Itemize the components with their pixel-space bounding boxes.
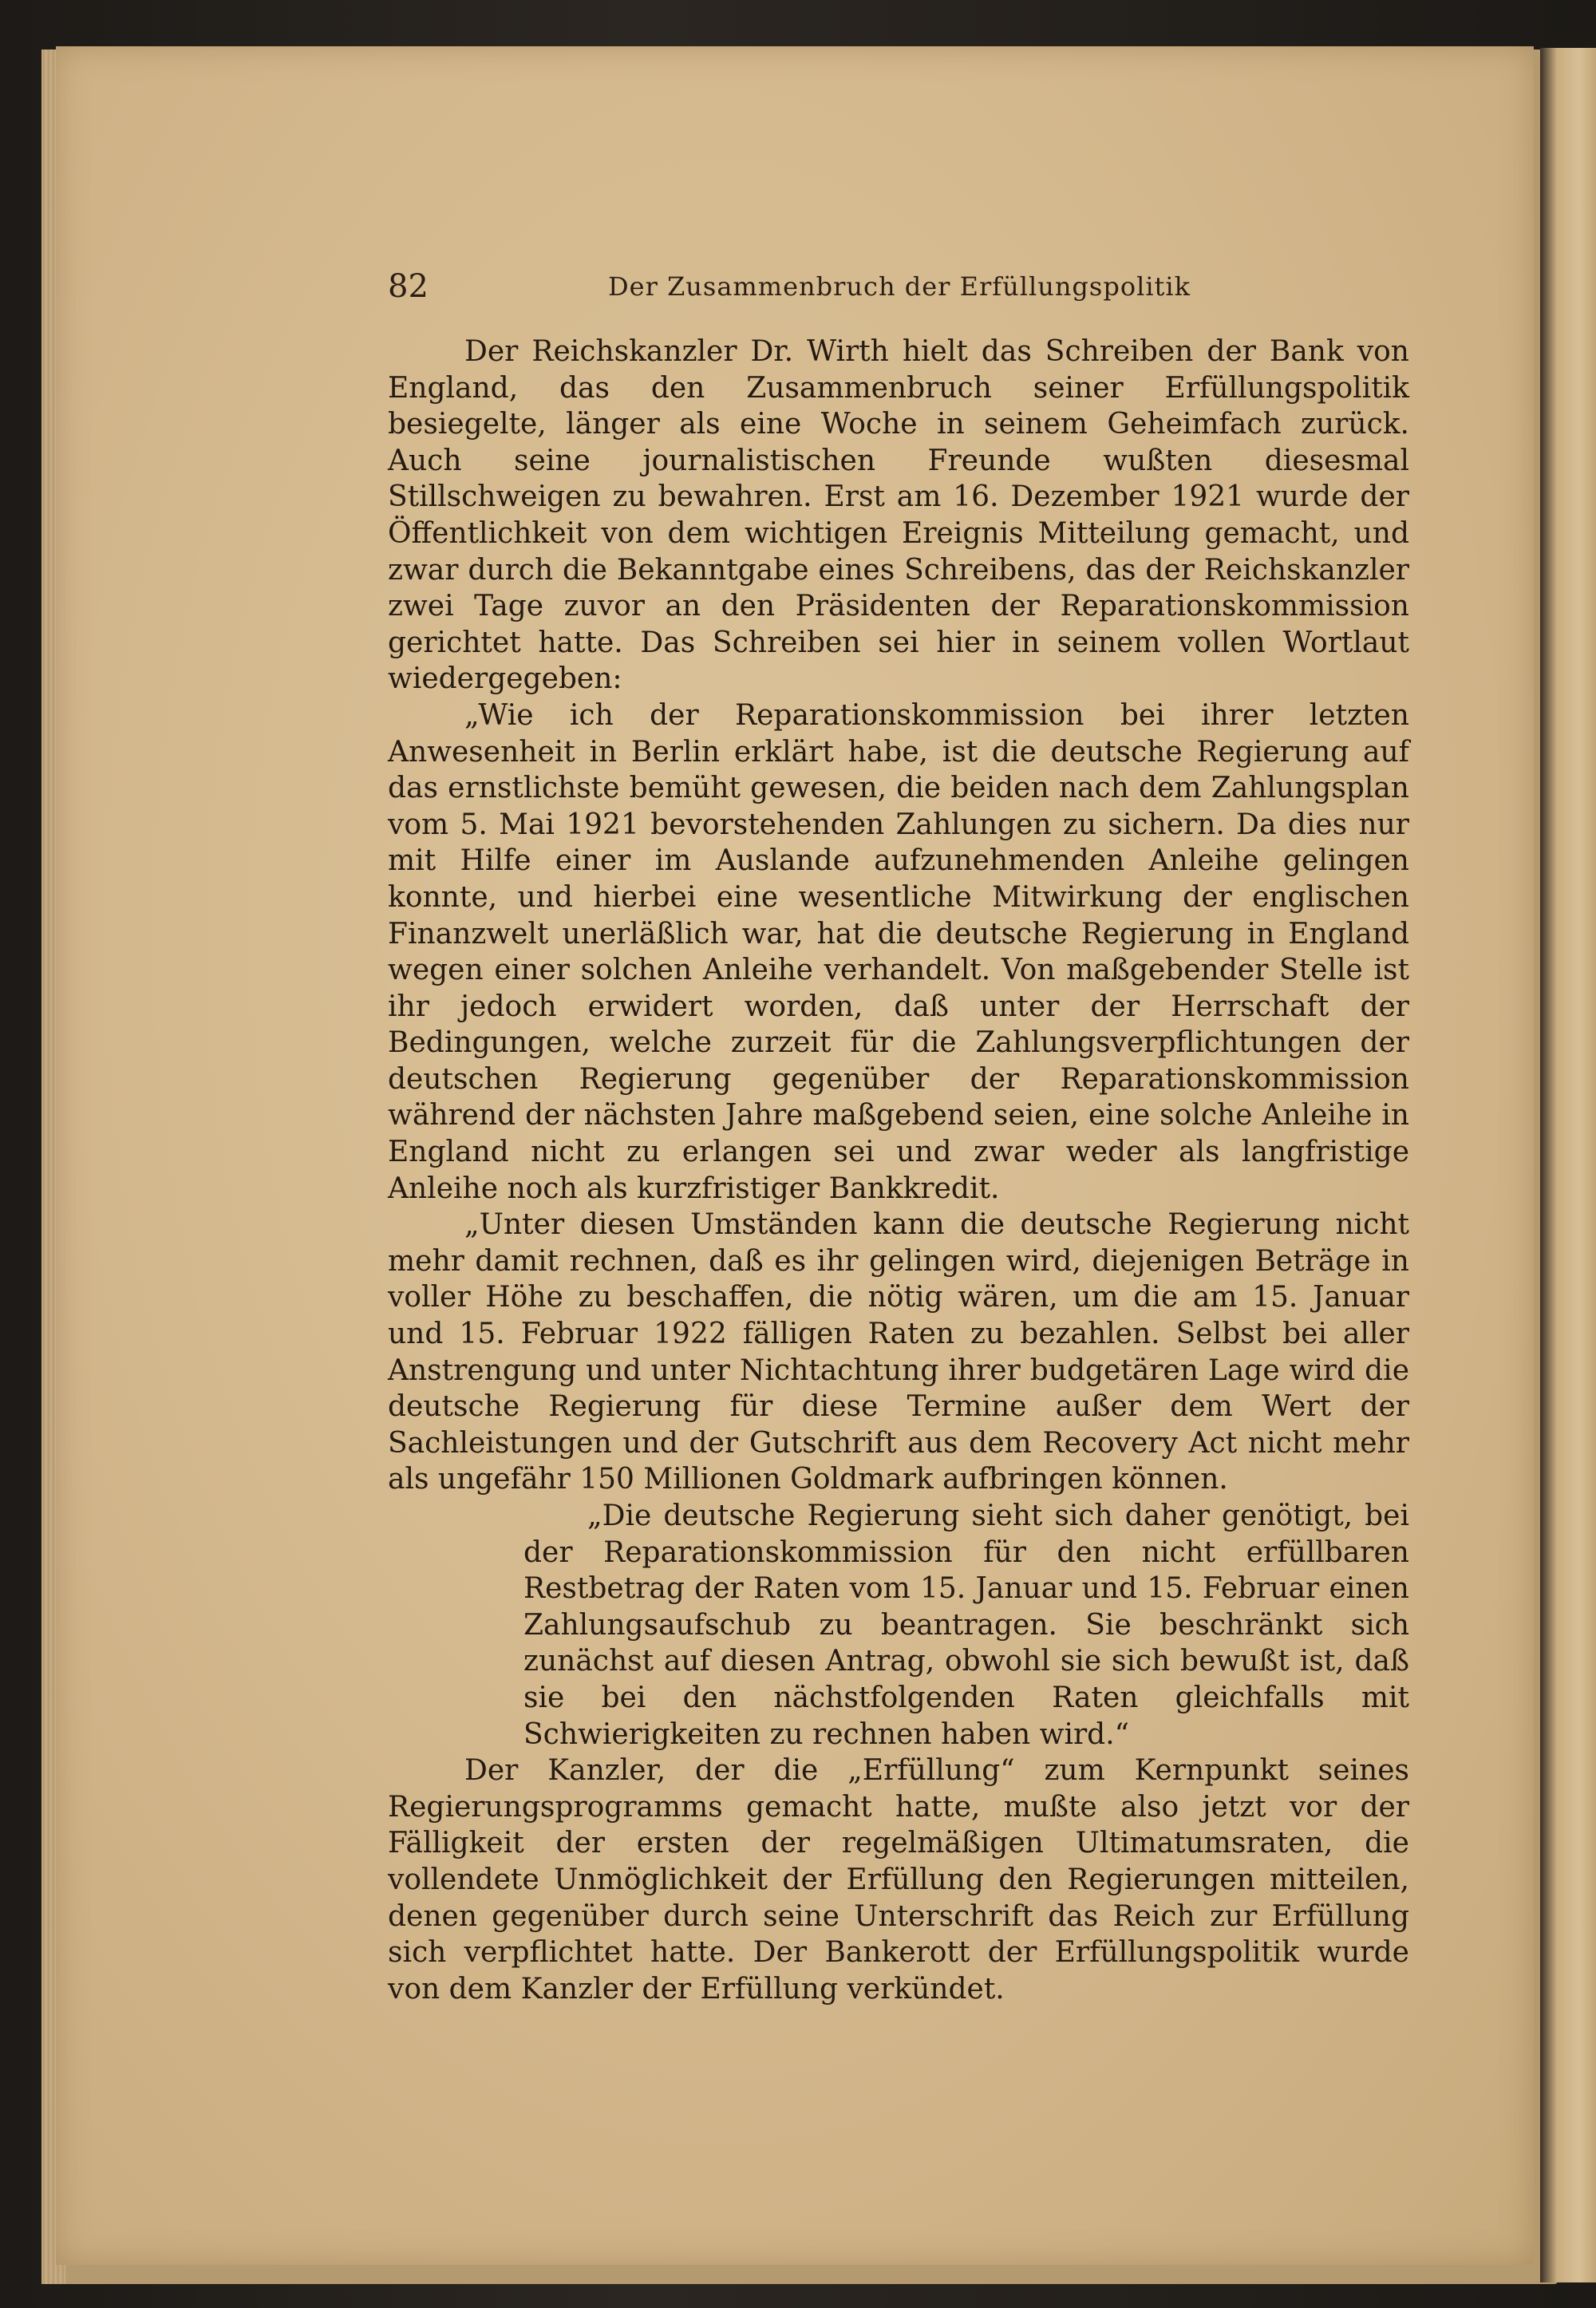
paragraph-quote-1: „Wie ich der Reparationskommission bei ihrer letzten Anwesenheit in Berlin erklärt habe, ist die deutsche Regierung auf das ernstlichste bemüht gewesen, die beiden nach dem Zahlungsplan vom 5. Mai 1921 bevorstehenden Zahlungen zu sichern. Da dies nur mit Hilfe einer im Auslande aufzunehmenden Anleihe gelingen konnte, und hierbei eine wesentliche Mitwirkung der englischen Finanzwelt unerläßlich war, hat die deutsche Regierung in England wegen einer solchen Anleihe verhandelt. Von maßgebender Stelle ist ihr jedoch erwidert worden, daß unter der Herrschaft der Bedingungen, welche zurzeit für die Zahlungsverpflichtungen der deutschen Regierung gegenüber der Reparationskommission während der nächsten Jahre maßgebend seien, eine solche Anleihe in England nicht zu erlangen sei und zwar weder als langfristige Anleihe noch als kurzfristiger Bankkredit.: [388, 698, 1409, 1205]
paragraph-conclusion: Der Kanzler, der die „Erfüllung“ zum Kernpunkt seines Regierungsprogramms gemacht hatte, mußte also jetzt vor der Fälligkeit der ersten der regelmäßigen Ultimatumsraten, die vollendete Unmöglichkeit der Erfüllung den Regierungen mitteilen, denen gegenüber durch seine Unterschrift das Reich zur Erfüllung sich verpflichtet hatte. Der Bankerott der Erfüllungspolitik wurde von dem Kanzler der Erfüllung verkündet.: [388, 1754, 1409, 2006]
running-head: [388, 268, 1409, 308]
paragraph-intro: Der Reichskanzler Dr. Wirth hielt das Schreiben der Bank von England, das den Zusammenbruch seiner Erfüllungspolitik besiegelte, länger als eine Woche in seinem Geheimfach zurück. Auch seine journalistischen Freunde wußten diesesmal Stillschweigen zu bewahren. Erst am 16. Dezember 1921 wurde der Öffentlichkeit von dem wichtigen Ereignis Mitteilung gemacht, und zwar durch die Bekanntgabe eines Schreibens, das der Reichskanzler zwei Tage zuvor an den Präsidenten der Reparationskommission gerichtet hatte. Das Schreiben sei hier in seinem vollen Wortlaut wiedergegeben:: [388, 335, 1409, 696]
facing-page-edge: [1540, 48, 1596, 2282]
paragraph-quote-2: „Unter diesen Umständen kann die deutsche Regierung nicht mehr damit rechnen, daß es ihr gelingen wird, diejenigen Beträge in voller Höhe zu beschaffen, die nötig wären, um die am 15. Januar und 15. Februar 1922 fälligen Raten zu bezahlen. Selbst bei aller Anstrengung und unter Nichtachtung ihrer budgetären Lage wird die deutsche Regierung für diese Termine außer dem Wert der Sachleistungen und der Gutschrift aus dem Recovery Act nicht mehr als ungefähr 150 Millionen Goldmark aufbringen können.: [388, 1208, 1409, 1496]
paragraph-quote-3: „Die deutsche Regierung sieht sich daher genötigt, bei der Reparationskommission für den nicht erfüllbaren Restbetrag der Raten vom 15. Januar und 15. Februar einen Zahlungsaufschub zu beantragen. Sie beschränkt sich zunächst auf diesen Antrag, obwohl sie sich bewußt ist, daß sie bei den nächstfolgenden Raten gleichfalls mit Schwierigkeiten zu rechnen haben wird.“: [523, 1500, 1409, 1751]
running-head-title: Der Zusammenbruch der Erfüllungspolitik: [608, 271, 1191, 302]
body-text: [388, 334, 1409, 2007]
page-number: 82: [388, 268, 429, 305]
